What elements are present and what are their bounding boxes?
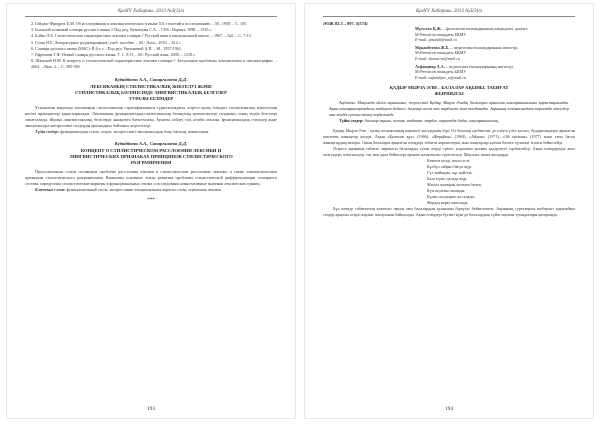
article-title-line: ЖЫРШЫСЫ [434,91,464,97]
section1-title-line: СТИЛИСТИКАЛЫҚ БӨЛІНІСІНДЕ ЛИНГВИСТИКАЛЫҚ БЕЛГІЛЕР [75,89,227,95]
section-separator: *** [147,197,155,203]
reference-list [25,21,277,71]
section2-body: Представленная статья посвящена проблеме расслоения лексики в стилистическом расслоении лексики, а также лингвистическим признакам стилистического разграничения. Выявлены основные этапы развития проблемы стилистической дифференциации словарного состава, определены стилистические маркеры в функциональных стилях и исследованы коннотативные значения лексических единиц. [25,168,277,186]
section1-keywords-text: функционалдық стиль, сөздік, экспрессивті-эмоционалдық бояу, бағалау, коннотация. [59,128,210,134]
body-paragraph: Әсіресе ақынның табиғат лирикасы балаларды туған жерді сүюге, қоршаған ортаны қадірлеуге тәрбиелейді. Ақын өлеңдерінде жыл мезгілдері, өзен-көлдер, тау мен дала бейнелері ерекше нәзіктікпен суреттеледі. Мысалы, мына жолдарда: [323,146,575,158]
body-paragraph: Қадыр Мырза Әли – қазақ поэзиясының көрнекті өкілдерінің бірі. Ол балалар әдебиетіне де елеулі үлес қосып, бүлдіршіндерге арналған көптеген жинақтар жазды. Ақын «Қызғыш құс» (1966), «Жерұйық» (1969), «Айдын» (1971), «Ой орманы» (1977) және тағы басқа жинақтардың авторы. Оның балаларға арналған өлеңдері табиғат көріністерін, жан-жануарлар әлемін балаға түсінікті тілмен бейнелейді. [323,128,575,146]
section1-title-line: ТУРАЛЫ БІЛІМДЕР [128,95,174,101]
author-email[interactable]: E-mail: asfandiyar_a@mail.ru [415,74,466,80]
right-running-head: ҚазҰУ Хабаршы. 2013 №3(3)/а [323,4,575,17]
left-page [7,4,295,418]
right-page [305,4,593,418]
poem-line: Бұлбұл сайрап бағда жүр. [427,164,472,170]
section1-authors: Кудайбаева А.А., Сапаргалиева Д.Д. [114,76,188,82]
section2-keywords [25,187,277,193]
poem-line: Жердің көркі ашылады. [427,200,469,206]
left-running-head: ҚазҰУ Хабаршы. 2013 №3(3)/а [25,4,277,17]
article-title [323,85,575,97]
section1-title-line: ЛЕКСИКАНЫҢ СТИЛИСТИКАЛЫҚ ЖІКТЕЛУІ ЖӘНЕ [89,83,213,89]
udc-code: ӘОЖ 82.3 – 097. 5(574) [323,21,368,26]
section2-title-line: ЛИНГВИСТИЧЕСКИХ ПРИЗНАКАХ ПРИНЦИПОВ СТИЛИСТИЧЕСКОГО [69,153,233,159]
section1-keywords [25,129,277,135]
affiliation-desc: – филология ғылымдарының кандидаты, доцент, [442,26,528,31]
section2-keywords-label: Ключевые слова: [35,186,66,192]
reference-item: 5. Гуляк Н.Е. Литературное редактирование: учеб. пособие. – М.: Логос, 2010. – 612 с. [31,39,182,45]
poem-excerpt [427,158,575,206]
reference-item: 4. Бойко Л.Б. Стилистическая характеристика лексики словаря // Русский язык в национальной школе. – 1967. – №6. – С. 7-13. [31,33,252,39]
affiliation-desc: – педагогика ғылымдарының магистрі, [450,44,519,50]
closing-paragraph: Бұл өлеңде табиғаттың көктемгі оянуы мен балалардың қуанышы біртұтас бейнеленген. Ақынның суреткерлік шеберлігі қарапайым сөздер арқылы әсерлі көрініс жасауынан байқалады. Ақын өлеңдері бүгінгі күні де балалардың сүйіп оқитын туындылары қатарында. [323,206,575,218]
section2-title-line: КОНЦЕПТ О СТИЛИСТИЧЕСКОМ РАССЛОЕНИИ ЛЕКСИКИ И [80,147,222,153]
author-name: Мүтәлли Қ.Ж. [415,26,442,31]
poem-line: Гүл жайнады, құс қайтты, [427,170,473,176]
poem-line: Көктем келді, көгал өсті, [427,158,471,164]
reference-item: 3. Большой толковый словарь русского языка // Под ред. Кузнецова С.А. – СПб.: Норинт, 1998. – 1535 с. [31,27,213,33]
section1-title [25,84,277,102]
abstract-keywords-label: Түйін сөздер: [339,118,364,124]
affiliation-desc: М.Өтемісов атындағы БҚМУ [415,50,467,56]
poem-line: Бала күліп далада жүр. [427,176,468,182]
section1-body: Ұсынылған мақалада лексиканың стилистикалық стратификациясы түркологиядағы, әсіресе қазақ тіліндегі стилистикалық жіктелуінің негізгі принциптері қарастырылады. Лексиканың функционалдық-стилистикалық бөлінуінің ерекшеліктері талданып, оның тілдік белгілері сипатталады. Жұмыс лингвистикалық белгілерді анықтауға бағытталған. Ауызекі сөйлеу тілі, кітаби лексика, функционалдық стильдер және эмоционалды-экспрессивті сөздердің арасындағы байланыс көрсетіледі. [25,104,277,128]
reference-item: 6. Словарь русского языка (МАС): В 4-х т. / Под ред. Евгеньевой А.П. – М., 1957-1961. [31,45,183,51]
affiliation-line [415,75,575,81]
section2-authors: Кудайбаева А.А., Сапаргалиева Д.Д. [114,140,188,146]
right-page-number: 194 [444,406,454,412]
poem-line: Күн шуағын шашады. [427,188,466,194]
abstract-keywords-text: балалар ақыны, поэзия, табиғат, тәрбие, көркемдік бейне, шығармашылық. [364,118,499,124]
author-name: Асфандияр А.А. [415,63,445,69]
affiliation-desc: М.Өтемісов атындағы БҚМУ [415,69,467,75]
author-email[interactable]: E-mail: qmutali@mail.ru [415,37,457,43]
poem-line: Жасыл жапырақ желмен билеп, [427,182,483,188]
author-name: Мұқанбетова Ж.Б. [415,44,450,50]
section1-keywords-label: Түйін сөздер: [35,128,59,134]
affiliation-desc: – педагогика ғылымдарының магистрі, [445,63,514,69]
left-page-number: 193 [146,406,156,412]
affiliation-desc: М.Өтемісов атындағы БҚМУ [415,31,467,37]
poem-line: Бұлақ сылдырап ән салады, [427,194,476,200]
section2-title-line: РАЗГРАНИЧЕНИЯ [130,159,172,165]
author-email[interactable]: E-mail: zhanar-m@mail.ru [415,55,460,61]
reference-item: 7. Ефремова Т.Ф. Новый словарь русского языка. Т. 1. А-О. – М.: Русский язык, 2000. – 1210 с. [31,52,196,58]
abstract: Аңдатпа. Мақалада әйгілі ақынымыз, жерлесіміз Қадыр Мырза Әлидің балаларға арналған шығармашылығы қарастырылады. Ақын шығармаларындағы табиғат бейнесі, балалар әлемі мен тәрбиелік мәні талданады. Ақынның поэзиясындағы көркемдік тәсілдер мен тілдік ерекшеліктер зерделенеді. [329,100,569,118]
author-affiliations [415,26,575,80]
reference-item: 8. Шанский Н.М. К вопросу о стилистической характеристике лексики словаря // Актуальные проблемы лексикологии и лексикографии. – 2004. – Вып. 2. – С. 385-390. [31,58,277,70]
article-title-line: ҚАДЫР МЫРЗА ӘЛИ – БАЛАЛАР АҚЫНЫ, ТАБИҒАТ [389,85,509,91]
section2-keywords-text: функциональный стиль, экспрессивно-эмоциональная окраска слова, оценочная лексика. [66,186,223,192]
reference-item: 2. Гойдаш-Фридрих Е.М. Об исследовании и лексикологических в языке ХХ столетий к исследованию. – М., 1958. – С. 105. [31,21,248,26]
section2-title [25,148,277,166]
